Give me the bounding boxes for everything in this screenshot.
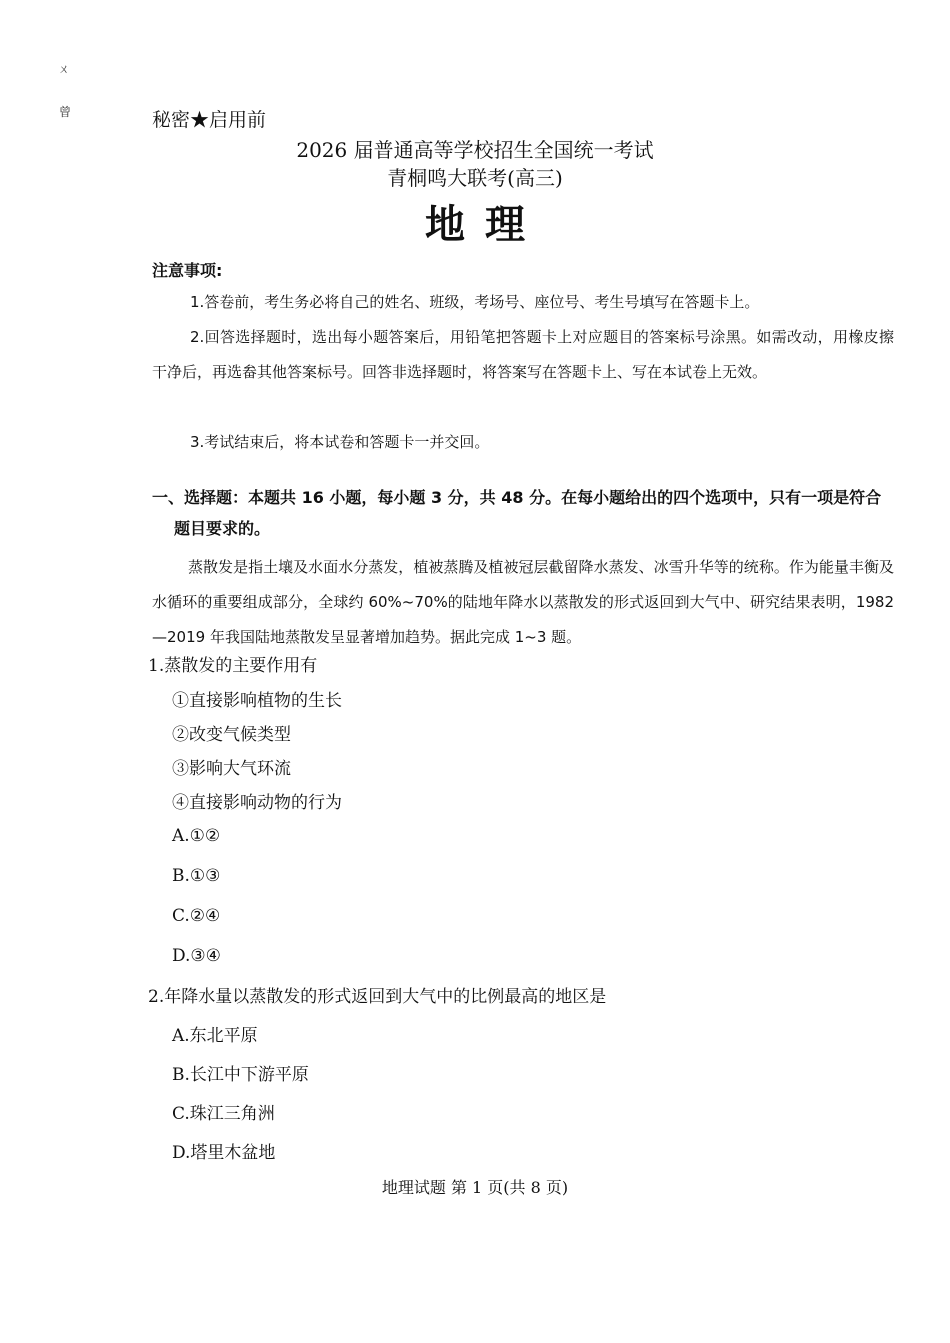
answer-option: C.珠江三角洲 bbox=[172, 1104, 275, 1124]
note-item: 1.答卷前，考生务必将自己的姓名、班级，考场号、座位号、考生号填写在答题卡上。 bbox=[190, 293, 760, 311]
margin-mark-bottom: 曾 bbox=[59, 105, 72, 119]
notes-heading: 注意事项: bbox=[152, 261, 223, 280]
question-stem: 2.年降水量以蒸散发的形式返回到大气中的比例最高的地区是 bbox=[148, 987, 607, 1007]
reading-passage: 蒸散发是指土壤及水面水分蒸发，植被蒸腾及植被冠层截留降水蒸发、冰雪升华等的统称。作为能量丰衡及水循环的重要组成部分，全球约 60%~70%的陆地年降水以蒸散发的形式返回到大气中、研究结果表明，1982—2019 年我国陆地蒸散发呈显著增加趋势。据此完成 1~3 题。 bbox=[152, 558, 894, 646]
confidential-label: 秘密★启用前 bbox=[152, 109, 267, 131]
question-stem: 1.蒸散发的主要作用有 bbox=[148, 656, 318, 676]
note-item: 2.回答选择题时，选出每小题答案后，用铅笔把答题卡上对应题目的答案标号涂黑。如需改动，用橡皮擦干净后，再选畚其他答案标号。回答非选择题时，将答案写在答题卡上、写在本试卷上无效。 bbox=[152, 328, 894, 381]
margin-mark-top: ㄨ bbox=[58, 62, 71, 76]
answer-option: C.②④ bbox=[172, 906, 221, 926]
statement-item: ②改变气候类型 bbox=[172, 725, 291, 745]
statement-item: ①直接影响植物的生长 bbox=[172, 691, 342, 711]
answer-option: B.长江中下游平原 bbox=[172, 1065, 309, 1085]
exam-title: 2026 届普通高等学校招生全国统一考试 bbox=[296, 138, 654, 162]
exam-subtitle: 青桐鸣大联考(高三) bbox=[387, 166, 563, 190]
page-footer: 地理试题 第 1 页(共 8 页) bbox=[381, 1178, 569, 1197]
answer-option: D.塔里木盆地 bbox=[172, 1143, 276, 1163]
note-item: 3.考试结束后，将本试卷和答题卡一并交回。 bbox=[190, 433, 490, 451]
statement-item: ③影响大气环流 bbox=[172, 759, 291, 779]
subject-title: 地理 bbox=[425, 202, 545, 248]
statement-item: ④直接影响动物的行为 bbox=[172, 793, 342, 813]
answer-option: A.①② bbox=[172, 826, 221, 846]
answer-option: D.③④ bbox=[172, 946, 221, 966]
answer-option: B.①③ bbox=[172, 866, 221, 886]
answer-option: A.东北平原 bbox=[172, 1026, 258, 1046]
section-heading: 一、选择题：本题共 16 小题，每小题 3 分，共 48 分。在每小题给出的四个选项中，只有一项是符合题目要求的。 bbox=[152, 488, 882, 538]
